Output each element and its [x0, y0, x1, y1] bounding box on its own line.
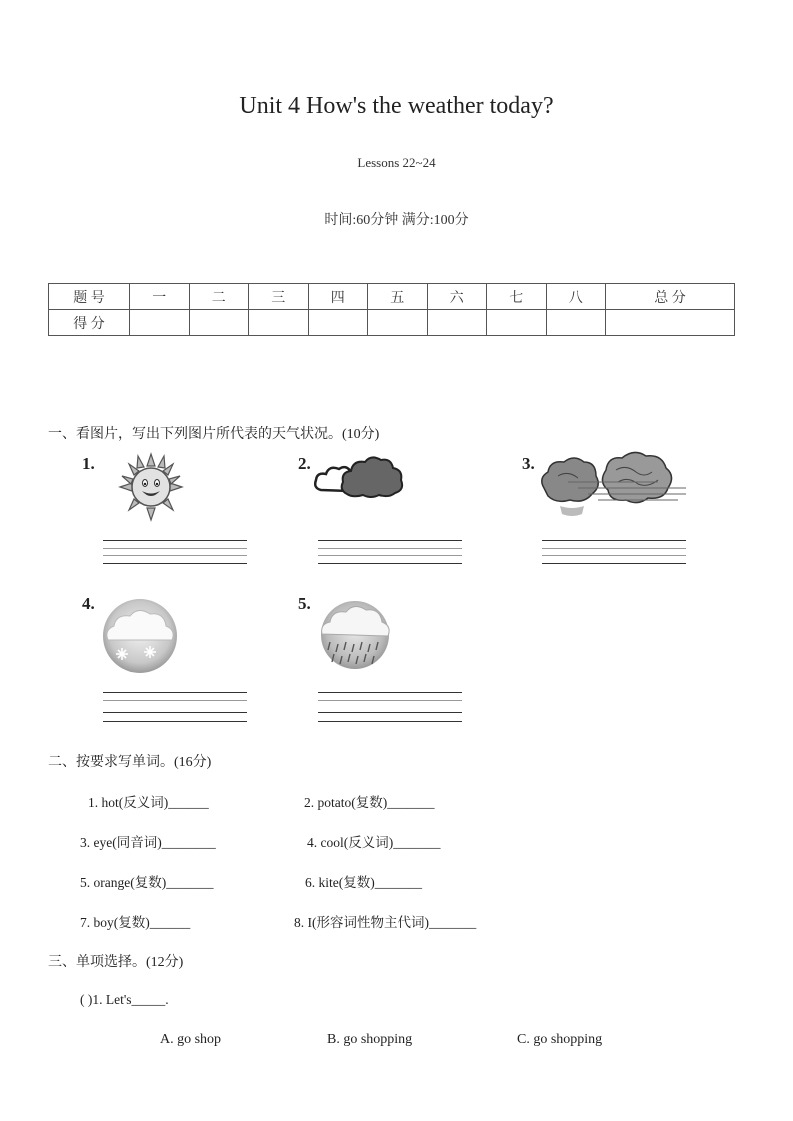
page-title: Unit 4 How's the weather today?: [239, 93, 554, 119]
option-b[interactable]: B. go shopping: [327, 1032, 413, 1047]
question-item[interactable]: 6. kite(复数)_______: [305, 875, 422, 890]
score-table-cell: 总 分: [606, 284, 735, 310]
cloudy-icon: [313, 450, 405, 500]
time-info: 时间:60分钟 满分:100分: [324, 213, 469, 228]
option-c[interactable]: C. go shopping: [517, 1032, 603, 1047]
score-input-cell[interactable]: [189, 310, 249, 336]
answer-lines[interactable]: [103, 692, 247, 718]
score-table-header-row: [49, 284, 735, 310]
answer-lines[interactable]: [542, 540, 686, 566]
sun-icon: [118, 452, 184, 522]
answer-lines[interactable]: [318, 540, 462, 566]
score-table-cell: 六: [427, 284, 487, 310]
score-table-cell: 二: [189, 284, 249, 310]
section3-heading: 三、单项选择。(12分): [48, 955, 184, 970]
question-item[interactable]: 3. eye(同音词)________: [80, 835, 216, 850]
question-item[interactable]: 2. potato(复数)_______: [304, 795, 435, 810]
item-number: 3.: [522, 454, 535, 473]
item-number: 2.: [298, 454, 311, 473]
score-table: [48, 283, 735, 336]
score-table-cell: 五: [368, 284, 428, 310]
question-item[interactable]: 1. hot(反义词)______: [88, 795, 209, 810]
score-input-cell[interactable]: [130, 310, 190, 336]
snowy-icon: [100, 598, 180, 674]
answer-lines[interactable]: [103, 540, 247, 566]
score-table-score-row: [49, 310, 735, 336]
item-number: 5.: [298, 594, 311, 613]
score-table-cell: 得 分: [49, 310, 130, 336]
question-item[interactable]: 5. orange(复数)_______: [80, 875, 214, 890]
score-input-cell[interactable]: [308, 310, 368, 336]
section2-heading: 二、按要求写单词。(16分): [48, 755, 212, 770]
score-table-cell: 三: [249, 284, 309, 310]
option-a[interactable]: A. go shop: [160, 1032, 222, 1047]
score-table-cell: 四: [308, 284, 368, 310]
score-input-cell[interactable]: [427, 310, 487, 336]
question-item[interactable]: 7. boy(复数)______: [80, 915, 191, 930]
page-subtitle: Lessons 22~24: [357, 155, 436, 170]
score-table-cell: 一: [130, 284, 190, 310]
score-table-cell: 八: [546, 284, 606, 310]
score-input-cell[interactable]: [487, 310, 547, 336]
score-input-cell[interactable]: [606, 310, 735, 336]
rainy-icon: [318, 598, 392, 672]
score-input-cell[interactable]: [546, 310, 606, 336]
answer-lines[interactable]: [318, 692, 462, 718]
section1-heading: 一、看图片，写出下列图片所代表的天气状况。(10分): [48, 427, 380, 442]
item-number: 4.: [82, 594, 95, 613]
score-input-cell[interactable]: [249, 310, 309, 336]
score-input-cell[interactable]: [368, 310, 428, 336]
score-table-cell: 题 号: [49, 284, 130, 310]
score-table-cell: 七: [487, 284, 547, 310]
item-number: 1.: [82, 454, 95, 473]
question-item[interactable]: 8. I(形容词性物主代词)_______: [294, 915, 477, 930]
question-item[interactable]: 4. cool(反义词)_______: [307, 835, 441, 850]
question-item[interactable]: ( )1. Let's_____.: [80, 992, 169, 1007]
windy-icon: [538, 448, 688, 518]
